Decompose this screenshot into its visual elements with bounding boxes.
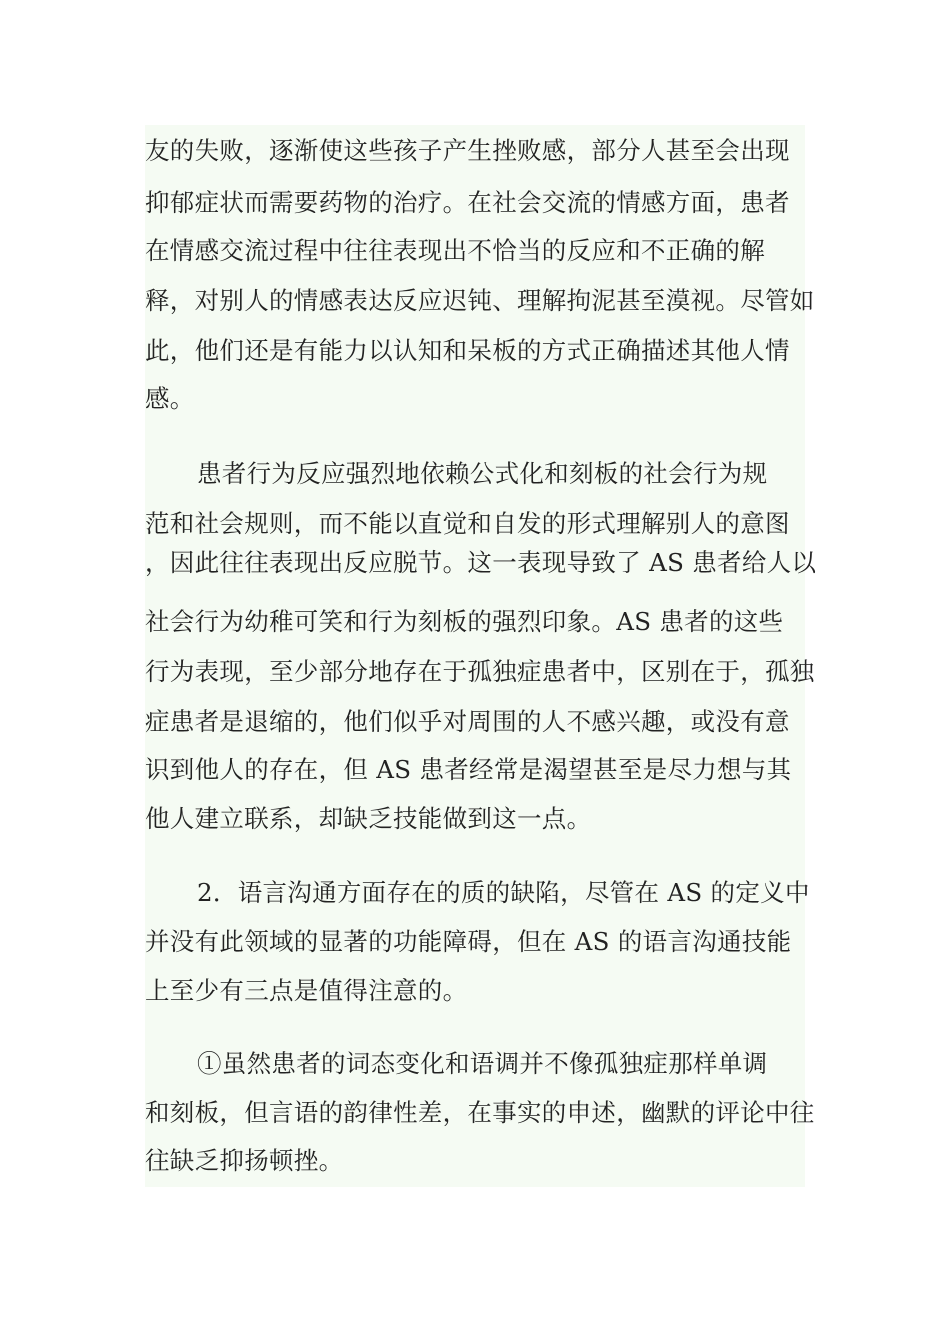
text-line: 友的失败，逐渐使这些孩子产生挫败感，部分人甚至会出现: [145, 136, 790, 165]
text-line: 上至少有三点是值得注意的。: [145, 976, 468, 1005]
text-line: 抑郁症状而需要药物的治疗。在社会交流的情感方面，患者: [145, 188, 790, 217]
text-line: 感。: [145, 384, 195, 413]
text-line: 社会行为幼稚可笑和行为刻板的强烈印象。AS 患者的这些: [145, 607, 784, 636]
text-line: 他人建立联系，却缺乏技能做到这一点。: [145, 804, 592, 833]
text-line: 行为表现，至少部分地存在于孤独症患者中，区别在于，孤独: [145, 657, 815, 686]
text-line: 在情感交流过程中往往表现出不恰当的反应和不正确的解: [145, 236, 765, 265]
text-line: 释，对别人的情感表达反应迟钝、理解拘泥甚至漠视。尽管如: [145, 286, 815, 315]
text-line: 2．语言沟通方面存在的质的缺陷，尽管在 AS 的定义中: [197, 878, 810, 907]
text-line: 识到他人的存在，但 AS 患者经常是渴望甚至是尽力想与其: [145, 755, 792, 784]
text-line: ，因此往往表现出反应脱节。这一表现导致了 AS 患者给人以: [145, 548, 817, 577]
text-line: 症患者是退缩的，他们似乎对周围的人不感兴趣，或没有意: [145, 707, 790, 736]
text-line: 并没有此领域的显著的功能障碍，但在 AS 的语言沟通技能: [145, 927, 792, 956]
text-line: 此，他们还是有能力以认知和呆板的方式正确描述其他人情: [145, 336, 790, 365]
document-text-block: [145, 125, 817, 1187]
text-line: 往缺乏抑扬顿挫。: [145, 1146, 344, 1175]
text-line: ①虽然患者的词态变化和语调并不像孤独症那样单调: [197, 1049, 768, 1078]
text-line: 和刻板，但言语的韵律性差，在事实的申述，幽默的评论中往: [145, 1098, 815, 1127]
text-line: 患者行为反应强烈地依赖公式化和刻板的社会行为规: [197, 459, 768, 488]
text-line: 范和社会规则，而不能以直觉和自发的形式理解别人的意图: [145, 509, 790, 538]
